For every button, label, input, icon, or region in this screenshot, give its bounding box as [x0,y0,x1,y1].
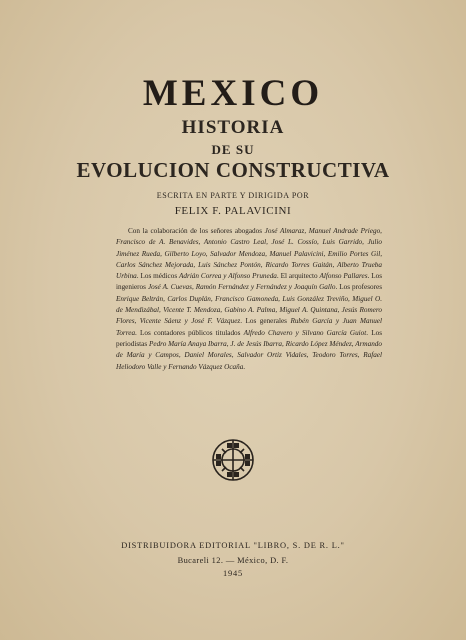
publisher-address: Bucareli 12. — México, D. F. [177,556,289,565]
publisher-name: DISTRIBUIDORA EDITORIAL "LIBRO, S. DE R. L." [121,541,345,550]
book-title: MEXICO [142,73,324,114]
collaborator-text: . Los generales [240,317,291,326]
subtitle-line-3: EVOLUCION CONSTRUCTIVA [76,158,390,182]
collaborator-names: Pedro María Anaya Ibarra, J. de Jesús Ibarra, Ricardo López Méndez, Armando de María y Campos, Daniel Morales, Salvador Ortiz Vidales, Teodoro Torres, Rafael Heliodoro Valle y Fernando Vázquez Ocaña [116,339,382,371]
collaborator-names: José A. Cuevas, Ramón Fernández y Fernández y Joaquín Gallo [147,283,336,292]
collaborator-text: . Los contadores públicos titulados [135,328,244,337]
subtitle-line-1: HISTORIA [181,117,285,138]
collaborator-names: Alfredo Chavero y Silvano García Guiot [243,328,367,337]
collaborator-names: Alfonso Pallares [319,272,368,281]
collaborator-text: . [243,362,246,371]
byline-label: ESCRITA EN PARTE Y DIRIGIDA POR [156,191,310,200]
collaborators-paragraph [116,226,382,373]
collaborator-text: . Los médicos [136,272,180,281]
collaborator-text: . El arquitecto [276,272,320,281]
collaborator-names: Rubén García y Juan Manuel Torrea [116,317,382,337]
collaborator-text: . Los profesores [335,283,382,292]
collaborator-names: José Almaraz, Manuel Andrade Priego, Francisco de A. Benavides, Antonio Castro Leal, José L. Cossío, Luis Garrido, Julio Jiménez Rueda, Gilberto Loyo, Salvador Mendoza, Manuel Palavicini, Emilio Portes Gil, Carlos Sánchez Mejorada, Luis Sánchez Pontón, Ricardo Torres Gaitán, Alberto Trueba Urbina [116,227,382,281]
collaborator-text: . Los ingenieros [116,272,382,292]
publication-year: 1945 [223,569,243,578]
subtitle-line-2: DE SU [211,142,255,157]
collaborator-text: . Los periodistas [116,328,382,348]
author-name: FELIX F. PALAVICINI [174,205,292,217]
publisher-emblem-icon [211,438,255,482]
collaborator-names: Adrián Correa y Alfonso Pruneda [179,272,277,281]
collaborator-text: Con la colaboración de los señores abogados [128,227,265,235]
collaborator-names: Enrique Beltrán, Carlos Duplán, Francisco Gamoneda, Luis González Treviño, Miguel O. de Mendizábal, Vicente T. Mendoza, Gabino A. Palma, Miguel A. Quintana, Jesús Romero Flores, Vicente Sáenz y José F. Vázquez [116,294,382,326]
